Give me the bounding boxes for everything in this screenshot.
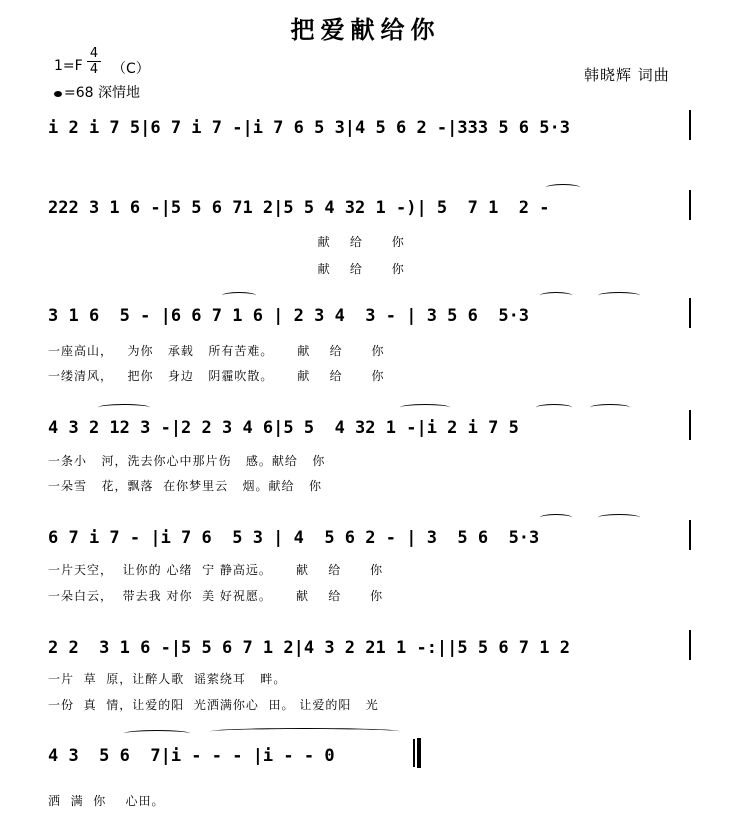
barline bbox=[689, 298, 691, 328]
staff-row bbox=[0, 110, 731, 150]
quarter-note-icon bbox=[54, 91, 62, 97]
slur bbox=[540, 514, 572, 521]
lyric-line: 献 给 你 bbox=[48, 262, 405, 276]
slur bbox=[124, 730, 190, 737]
barline bbox=[689, 110, 691, 140]
time-signature-top: 4 bbox=[89, 46, 99, 61]
slur bbox=[598, 292, 640, 299]
key-name: （C） bbox=[112, 61, 150, 77]
slur bbox=[598, 514, 640, 521]
slur bbox=[400, 404, 450, 411]
slur bbox=[222, 292, 256, 299]
tempo-text: =68 深情地 bbox=[64, 85, 140, 101]
composer-credit: 韩晓辉 词曲 bbox=[584, 66, 670, 84]
slur bbox=[536, 404, 572, 411]
notation-line: 6 7 i 7 - |i 7 6 5 3 | 4 5 6 2 - | 3 5 6 5·3 bbox=[48, 528, 540, 548]
lyric-line: 一片天空， 让你的 心绪 宁 静高远。 献 给 你 bbox=[48, 563, 384, 577]
lyric-line: 一朵雪 花，飘落 在你梦里云 烟。献给 你 bbox=[48, 479, 322, 493]
lyric-line: 献 给 你 bbox=[48, 235, 405, 249]
final-barline bbox=[417, 738, 421, 768]
notation-line: 222 3 1 6 -|5 5 6 71 2|5 5 4 32 1 -)| 5 7 1 2 - bbox=[48, 198, 550, 218]
notation-line: 4 3 5 6 7|i - - - |i - - 0 bbox=[48, 746, 335, 766]
song-title: 把爱献给你 bbox=[290, 15, 441, 44]
tempo-marking bbox=[54, 82, 140, 102]
key-signature: 1=F bbox=[54, 58, 83, 74]
notation-line: 2 2 3 1 6 -|5 5 6 7 1 2|4 3 2 21 1 -:||5 5 6 7 1 2 bbox=[48, 638, 570, 658]
lyric-line: 洒 满 你 心田。 bbox=[48, 794, 165, 808]
barline bbox=[689, 520, 691, 550]
time-signature bbox=[87, 46, 101, 77]
barline bbox=[689, 410, 691, 440]
notation-line: 3 1 6 5 - |6 6 7 1 6 | 2 3 4 3 - | 3 5 6 5·3 bbox=[48, 306, 530, 326]
lyric-line: 一缕清风， 把你 身边 阴霾吹散。 献 给 你 bbox=[48, 369, 385, 383]
staff-row bbox=[0, 190, 731, 230]
notation-line: 4 3 2 12 3 -|2 2 3 4 6|5 5 4 32 1 -|i 2 i 7 5 bbox=[48, 418, 519, 438]
staff-row bbox=[0, 630, 731, 670]
barline bbox=[689, 190, 691, 220]
staff-row bbox=[0, 298, 731, 338]
lyric-line: 一条小 河，洗去你心中那片伤 感。献给 你 bbox=[48, 454, 326, 468]
slur bbox=[98, 404, 150, 411]
slur bbox=[540, 292, 572, 299]
slur bbox=[590, 404, 630, 411]
notation-line: i 2 i 7 5|6 7 i 7 -|i 7 6 5 3|4 5 6 2 -|333 5 6 5·3 bbox=[48, 118, 570, 138]
lyric-line: 一座高山， 为你 承载 所有苦难。 献 给 你 bbox=[48, 344, 385, 358]
lyric-line: 一份 真 情，让爱的阳 光洒满你心 田。 让爱的阳 光 bbox=[48, 698, 379, 712]
staff-row bbox=[0, 738, 731, 778]
barline bbox=[689, 630, 691, 660]
tie bbox=[210, 728, 400, 735]
time-signature-bottom: 4 bbox=[87, 61, 101, 77]
staff-row bbox=[0, 520, 731, 560]
staff-row bbox=[0, 410, 731, 450]
slur bbox=[546, 184, 580, 191]
lyric-line: 一片 草 原，让醉人歌 谣萦绕耳 畔。 bbox=[48, 672, 287, 686]
lyric-line: 一朵白云， 带去我 对你 美 好祝愿。 献 给 你 bbox=[48, 589, 384, 603]
